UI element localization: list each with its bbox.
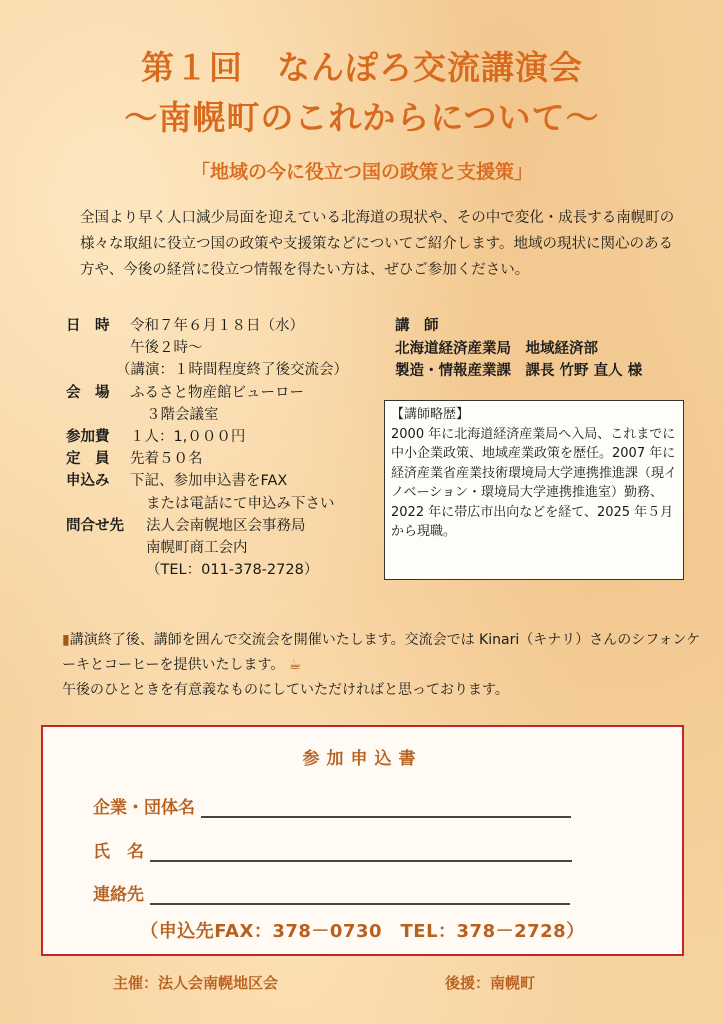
inquiry-tel: （TEL：011-378-2728）: [146, 562, 319, 579]
application-form: [41, 725, 684, 956]
lecturer-block: [395, 315, 642, 383]
venue-room: ３階会議室: [146, 406, 219, 423]
event-theme: 「地域の今に役立つ国の政策と支援策」: [190, 161, 533, 183]
host: 主催：法人会南幌地区会: [113, 974, 279, 992]
time-note: （講演：１時間程度終了後交流会）: [116, 362, 348, 379]
company-field[interactable]: [93, 793, 571, 818]
form-title: 参加申込書: [302, 749, 423, 769]
contact-line[interactable]: [150, 885, 570, 905]
venue-value: ふるさと物産館ビューロー: [130, 384, 304, 401]
name-field[interactable]: [93, 837, 572, 862]
contact-info: （申込先FAX：378－0730 TEL：378－2728）: [140, 921, 585, 942]
lecturer-org: 北海道経済産業局 地域経済部: [395, 340, 598, 357]
venue-label: 会 場: [66, 384, 110, 401]
fee-value: １人：1,０００円: [130, 429, 246, 446]
career-heading: 【講師略歴】: [391, 407, 470, 422]
support: 後援：南幌町: [445, 974, 536, 992]
coffee-icon: ☕: [288, 657, 302, 673]
apply-value: 下記、参加申込書をFAX: [130, 473, 288, 490]
inquiry-label: 問合せ先: [66, 517, 124, 534]
lecturer-name: 製造・情報産業課 課長 竹野 直人 様: [395, 363, 643, 379]
name-line[interactable]: [150, 842, 572, 862]
apply-label: 申込み: [66, 473, 110, 490]
career-text: 2000 年に北海道経済産業局へ入局、これまでに中小企業政策、地域産業政策を歴任。2007 年に経済産業省産業技術環境局大学連携推進課（現イノベーション・環境局大学連携推進室）勤務、2022 年に帯広市出向などを経て、2025 年５月から現職。: [391, 426, 678, 539]
fee-label: 参加費: [66, 429, 110, 446]
company-line[interactable]: [201, 798, 571, 818]
notice-line-2: 午後のひとときを有意義なものにしていただければと思っております。: [62, 682, 509, 698]
event-title: 第１回 なんぽろ交流講演会: [141, 48, 583, 87]
name-label: 氏 名: [93, 842, 144, 862]
contact-field[interactable]: [93, 880, 570, 905]
time-value: 午後２時～: [130, 340, 203, 357]
notice-line-1: 講演終了後、講師を囲んで交流会を開催いたします。交流会では Kinari（キナリ）さんのシフォンケーキとコーヒーを提供いたします。: [62, 632, 701, 673]
inquiry-value: 法人会南幌地区会事務局: [146, 517, 306, 534]
career-box: [384, 400, 684, 580]
date-label: 日 時: [66, 318, 110, 334]
capacity-value: 先着５０名: [130, 451, 203, 468]
intro-paragraph: 全国より早く人口減少局面を迎えている北海道の現状や、その中で変化・成長する南幌町の様々な取組に役立つ国の政策や支援策などについてご紹介します。地域の現状に関心のある方や、今後の経営に役立つ情報を得たい方は、ぜひご参加ください。: [80, 210, 675, 278]
cake-icon: ▮: [62, 632, 70, 648]
company-label: 企業・団体名: [93, 798, 195, 818]
inquiry-value-2: 南幌町商工会内: [146, 540, 248, 557]
contact-label: 連絡先: [93, 885, 144, 905]
event-title-sub: ～南幌町のこれからについて～: [124, 98, 600, 137]
capacity-label: 定 員: [66, 451, 110, 468]
date-value: 令和７年６月１８日（水）: [130, 318, 304, 334]
lecturer-label: 講 師: [395, 318, 439, 334]
event-info: [66, 315, 348, 581]
notice: [62, 628, 712, 703]
apply-value-2: または電話にて申込み下さい: [146, 495, 335, 512]
